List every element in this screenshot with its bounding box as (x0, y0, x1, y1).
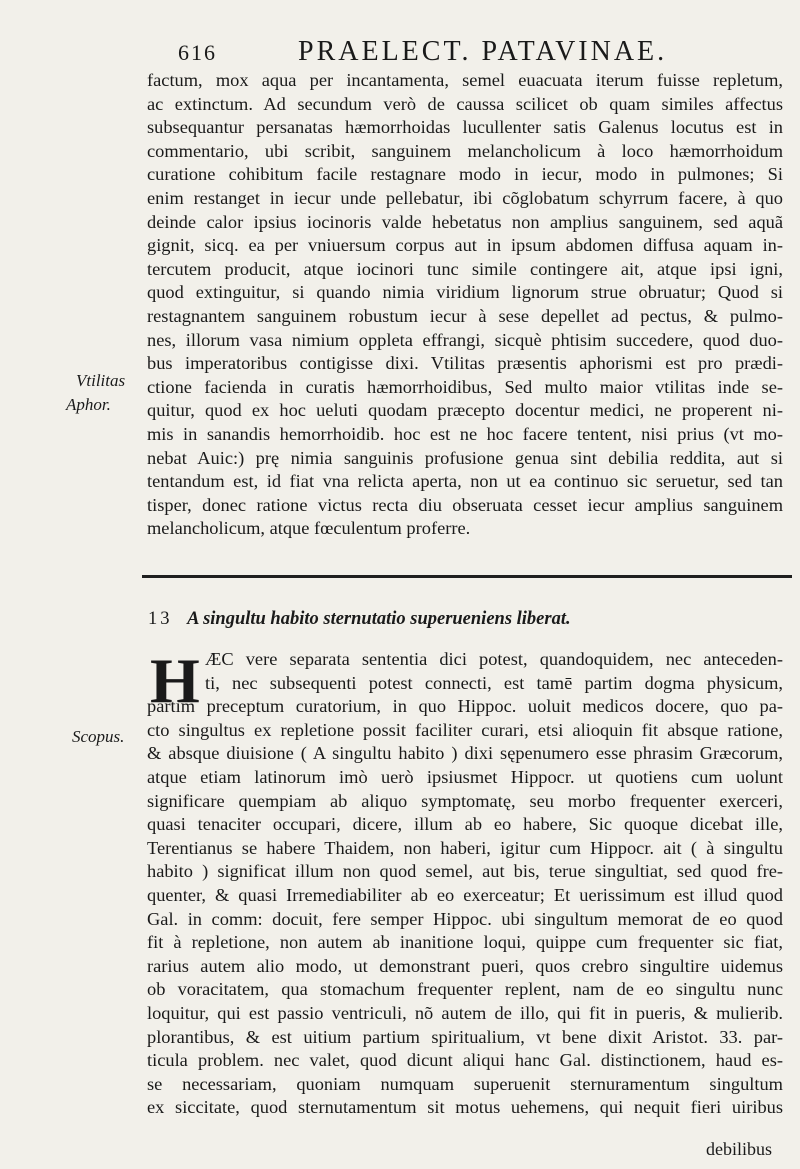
text-line: tercutem producit, atque iocinori tunc simile contingere ait, atque ipsi igni, (147, 258, 783, 279)
text-line: plorantibus, & est uitium partium spiritualium, vt bene dixit Aristot. 33. par- (147, 1026, 783, 1047)
text-line: significare quempiam ab aliquo symptomatę, seu morbo frequenter exerceri, (147, 790, 783, 811)
text-line: se necessariam, quoniam numquam superuenit sternuramentum singultum (147, 1073, 783, 1094)
text-line: quenter, & quasi Irremediabiliter ab eo exerceatur; Et uerissimum est illud quod (147, 884, 783, 905)
commentary-block-1 (147, 69, 783, 541)
commentary-block-2 (147, 645, 783, 1120)
text-line: gignit, sicq. ea per vniuersum corpus aut in ipsum abdomen diffusa aquam in- (147, 235, 783, 256)
text-line: ÆC vere separata sententia dici potest, quandoquidem, nec anteceden- (205, 649, 783, 669)
aphorism-text: A singultu habito sternutatio superueniens liberat. (187, 609, 571, 629)
text-line: subsequantur persanatas hæmorrhoidas lucullenter satis Galenus locutus est in (147, 117, 783, 138)
text-line: quitur, quod ex hoc ueluti quodam præcepto docentur medici, ne properent ni- (147, 400, 783, 421)
text-line: commentario, ubi scribit, sanguinem melancholicum à loco hæmorrhoidum (147, 140, 783, 161)
text-line: melancholicum, atque fœculentum proferre. (147, 518, 471, 539)
text-line: curatione cohibitum facile restagnare modo in iecur, modo in pulmones; Si (147, 164, 783, 185)
text-line: atque etiam latinorum imò uerò ipsiusmet Hippocr. ut quotiens cum uolunt (147, 766, 783, 787)
drop-cap: H (150, 645, 200, 716)
page-number: 616 (178, 40, 217, 65)
text-line: ex siccitate, quod sternutamentum sit motus uehemens, qui nequit fieri uiribus (147, 1097, 783, 1118)
text-line: ctione facienda in curatis hæmorrhoidibus, Sed multo maior vtilitas inde se- (147, 376, 783, 397)
aphorism-heading (148, 606, 778, 632)
text-line: ob voracitatem, qua stomachum frequenter replent, nam de eo singultu nunc (147, 979, 783, 1000)
margin-note-aphor: Aphor. (66, 395, 111, 414)
margin-note-scopus: Scopus. (72, 727, 125, 746)
text-line: quod extinguitur, si quando nimia viridium lignorum strue obruatur; Quod si (147, 282, 783, 303)
text-line: tentandum est, id fiat vna relicta aperta, non ut ea continuo sic seruetur, sed tan (147, 471, 783, 492)
section-divider-rule (142, 575, 792, 578)
text-line: nebat Auic:) prę nimia sanguinis profusione genua sint debilia reddita, aut si (147, 447, 783, 468)
text-line: Terentianus se habere Thaidem, non haberi, igitur cum Hippocr. ait ( à singultu (147, 837, 783, 858)
text-line: bus imperatoribus contigisse dixi. Vtilitas præsentis aphorismi est pro prædi- (147, 353, 783, 374)
text-line: rarius autem alio modo, ut demonstrant pueri, quos crebro singultire uidemus (147, 955, 783, 976)
aphorism-number: 13 (148, 609, 173, 629)
text-line: restagnantem sanguinem robustum iecur à sese depellet ad pectus, & pulmo- (147, 305, 783, 326)
text-line: & absque diuisione ( A singultu habito ) dixi sępenumero esse phrasim Græcorum, (147, 743, 783, 764)
text-line: enim restanget in iecur unde pellebatur, ibi cõglobatum schyrrum facere, à quo (147, 187, 783, 208)
text-line: nes, illorum vasa nimium oppleta effrangi, sicquè phtisim succedere, quod duo- (147, 329, 783, 350)
text-line: ticula problem. nec valet, quod dicunt aliqui hanc Gal. distinctionem, haud es- (147, 1050, 783, 1071)
text-line: deinde calor ipsius iocinoris valde hebetatus non amplius sanguinem, sed aquã (147, 211, 783, 232)
catchword: debilibus (706, 1139, 772, 1159)
text-line: quasi tenaciter occupari, dicere, illum ab eo habere, Sic quoque dicebat ille, (147, 814, 783, 835)
text-line: ac extinctum. Ad secundum verò de caussa scilicet ob quam similes affectus (147, 93, 783, 114)
text-line: fit à repletione, non autem ab inanitione loqui, quippe cum frequenter sic fiat, (147, 932, 783, 953)
page-header (178, 34, 698, 74)
text-line: cto singultus ex repletione possit faciliter curari, etsi alioquin fit absque ratione, (147, 719, 783, 740)
text-line: Gal. in comm: docuit, fere semper Hippoc. ubi singultum memorat de eo quod (147, 908, 783, 929)
running-title: PRAELECT. PATAVINAE. (298, 36, 668, 67)
text-line: ti, nec subsequenti potest connecti, est tamē partim dogma physicum, (205, 672, 783, 693)
margin-note-utilitas: Vtilitas (76, 371, 126, 390)
text-line: loquitur, qui est passio ventriculi, nõ autem de illo, qui fit in pueris, & mulierib. (147, 1002, 783, 1023)
text-line: tisper, donec ratione victus recta diu obseruata cesset iecur amplius sanguinem (147, 494, 783, 515)
text-line: factum, mox aqua per incantamenta, semel euacuata iterum fuisse repletum, (147, 70, 783, 90)
text-line: habito ) significat illum non quod semel, aut bis, terue singultiat, sed quod fre- (147, 861, 783, 882)
text-line: mis in sanandis hemorrhoidib. hoc est ne hoc facere tentent, nisi prius (vt mo- (147, 423, 783, 444)
text-line: partim preceptum curatorium, in quo Hippoc. uoluit medicos docere, quo pa- (147, 696, 783, 717)
